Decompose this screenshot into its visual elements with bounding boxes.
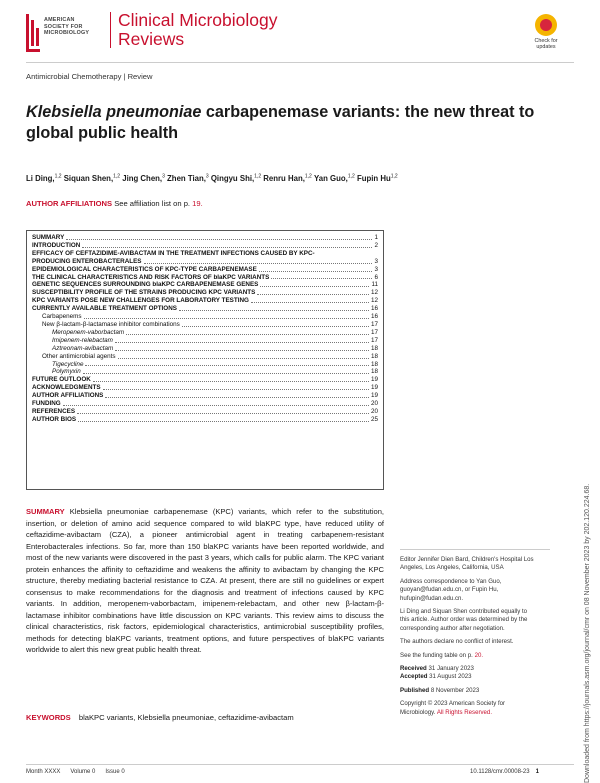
toc-item[interactable] — [32, 353, 378, 361]
toc-item[interactable] — [32, 305, 378, 313]
toc-item[interactable] — [32, 368, 378, 376]
toc-item-page: 3 — [374, 265, 378, 273]
summary-label: SUMMARY — [26, 507, 65, 516]
toc-item[interactable] — [32, 408, 378, 416]
summary-text: Klebsiella pneumoniae carbapenemase (KPC) variants, which refer to the substitution, insertion, or deletion of amino acid sequence compared to wild blaKPC type, have reduced utility of ceftazidime-avibactam (CZA), a pioneer antimicrobial agent in treating carbapenem-resistant Enterobacterales infections. So far, more than 150 blaKPC variants have been reported worldwide, and most of the new variants were discovered in the past 3 years, which calls for public alarm. The KPC variant protein enhances the affinity to ceftazidime and weakens the affinity to avibactam by changing the KPC structure, thereby mediating bacterial resistance to CZA. At present, there are still no guidelines or expert consensus to make recommendations for the diagnosis and treatment of infections caused by KPC variants. In addition, meropenem-vaborbactam, imipenem-relebactam, and other new β-lactam-β-lactamase inhibitor combinations have little discussion on KPC variants. This review aims to discuss the clinical characteristics, risk factors, epidemiological characteristics, antimicrobial susceptibility profiles, methods for detecting blaKPC variants, treatment options, and future perspectives of blaKPC variants worldwide to alert this new great public health threat. — [26, 507, 384, 654]
toc-leader — [83, 373, 369, 374]
toc-leader — [251, 302, 369, 303]
toc-item-page: 17 — [370, 336, 378, 344]
abstract — [26, 506, 384, 656]
toc-item-title: CURRENTLY AVAILABLE TREATMENT OPTIONS — [32, 305, 177, 313]
toc-item-page: 19 — [370, 392, 378, 400]
toc-leader — [257, 294, 369, 295]
published-date: Published 8 November 2023 — [400, 686, 480, 694]
toc-item[interactable] — [32, 345, 378, 353]
toc-item[interactable] — [32, 266, 378, 274]
toc-item-title: INTRODUCTION — [32, 241, 81, 249]
affiliations-text: See affiliation list on p. — [114, 199, 191, 208]
badge-label: Check for updates — [534, 38, 558, 50]
toc-item-page: 17 — [370, 320, 378, 328]
toc-item-title: Tigecycline — [52, 360, 84, 368]
toc-item-title: REFERENCES — [32, 407, 76, 415]
affiliations-page-link[interactable]: 19. — [192, 199, 203, 208]
toc-leader — [271, 278, 372, 279]
toc-item-title: AUTHOR BIOS — [32, 415, 77, 423]
toc-leader — [63, 405, 369, 406]
toc-item-title: THE CLINICAL CHARACTERISTICS AND RISK FACTORS OF blaKPC VARIANTS — [32, 273, 270, 281]
toc-item-title: KPC VARIANTS POSE NEW CHALLENGES FOR LABORATORY TESTING — [32, 297, 249, 305]
toc-item[interactable] — [32, 281, 378, 289]
toc-leader — [260, 286, 369, 287]
toc-leader — [259, 271, 373, 272]
affiliations-label[interactable]: AUTHOR AFFILIATIONS — [26, 199, 113, 208]
toc-item-page: 25 — [370, 415, 378, 423]
toc-leader — [77, 413, 369, 414]
toc-leader — [82, 247, 372, 248]
author-list — [26, 173, 398, 183]
table-of-contents — [26, 230, 384, 490]
author[interactable]: Renru Han,$^{1,2}$ — [263, 173, 312, 183]
toc-item-page: 20 — [370, 400, 378, 408]
toc-leader — [179, 310, 369, 311]
funding-note: See the funding table on p. 20. — [400, 651, 484, 659]
rights-link[interactable]: All Rights Reserved. — [436, 708, 493, 716]
toc-item-page: 18 — [370, 360, 378, 368]
toc-item-page: 1 — [374, 234, 378, 241]
correspondence-note: Address correspondence to Yan Guo, guoyan@fudan.edu.cn, or Fupin Hu, hufupin@fudan.edu.cn. — [400, 577, 502, 602]
author[interactable]: Fupin Hu$^{1,2}$ — [356, 173, 398, 183]
toc-item[interactable] — [32, 361, 378, 369]
check-for-updates-badge[interactable] — [526, 14, 566, 50]
editor-note: Editor Jennifer Dien Bard, Children's Hospital Los Angeles, Los Angeles, California, USA — [400, 556, 534, 572]
toc-item-page: 18 — [370, 344, 378, 352]
toc-leader — [93, 381, 369, 382]
toc-item[interactable] — [32, 416, 378, 424]
toc-leader — [118, 358, 369, 359]
toc-item-title: FUNDING — [32, 400, 61, 408]
journal-name[interactable]: Clinical Microbiology Reviews — [118, 10, 278, 49]
toc-item-page: 2 — [374, 241, 378, 249]
toc-item[interactable] — [32, 337, 378, 345]
toc-item-page: 6 — [374, 273, 378, 281]
toc-item-page: 18 — [370, 368, 378, 376]
society-name: AMERICAN SOCIETY FOR MICROBIOLOGY — [44, 17, 90, 37]
toc-item[interactable] — [32, 313, 378, 321]
author[interactable]: Qingyu Shi,$^{1,2}$ — [210, 173, 262, 183]
toc-item-title: Polymyxin — [52, 368, 81, 376]
toc-item-page: 12 — [370, 297, 378, 305]
funding-page-link[interactable]: 20. — [474, 651, 484, 659]
toc-item-page: 19 — [370, 384, 378, 392]
toc-item-title: Aztreonam-avibactam — [52, 344, 114, 352]
equal-contribution-note: Li Ding and Siquan Shen contributed equally to this article. Author order was determined by the corresponding author after negotiation. — [400, 608, 528, 632]
toc-item-title: Meropenem-vaborbactam — [52, 328, 125, 336]
toc-item-title: EPIDEMIOLOGICAL CHARACTERISTICS OF KPC-TYPE CARBAPENEMASE — [32, 265, 257, 273]
article-section: Antimicrobial Chemotherapy | Review — [26, 72, 153, 81]
author[interactable]: Siquan Shen,$^{1,2}$ — [63, 173, 121, 183]
article-info-sidebar — [400, 556, 550, 722]
toc-item-page: 3 — [374, 257, 378, 265]
dates: Received 31 January 2023 Accepted 31 August 2023 — [400, 665, 474, 681]
copyright: Copyright © 2023 American Society for Microbiology. All Rights Reserved. — [400, 700, 506, 716]
author[interactable]: Zhen Tian,$^3$ — [167, 173, 209, 183]
header-rule — [26, 62, 574, 63]
toc-leader — [115, 350, 369, 351]
toc-leader — [66, 239, 372, 240]
toc-item-page: 12 — [370, 289, 378, 297]
author[interactable]: Li Ding,$^{1,2}$ — [26, 173, 62, 183]
toc-item-page: 16 — [370, 305, 378, 313]
keywords-label: KEYWORDS — [26, 713, 71, 722]
header-divider — [110, 12, 111, 48]
toc-item[interactable] — [32, 384, 378, 392]
toc-item-page: 20 — [370, 407, 378, 415]
toc-item[interactable] — [32, 329, 378, 337]
footer-rule — [26, 764, 574, 765]
toc-leader — [115, 342, 369, 343]
keywords — [26, 713, 294, 722]
toc-item-title: Other antimicrobial agents — [42, 352, 116, 360]
toc-item-page: 17 — [370, 328, 378, 336]
toc-item-title: New β-lactam-β-lactamase inhibitor combinations — [42, 320, 180, 328]
issue-info: Month XXXX Volume 0 Issue 0 — [26, 769, 125, 775]
toc-item[interactable] — [32, 250, 378, 258]
asm-logo — [26, 14, 40, 52]
toc-leader — [105, 397, 369, 398]
toc-leader — [84, 318, 369, 319]
crossmark-icon — [535, 14, 557, 36]
author-affiliations-line — [26, 199, 203, 208]
toc-item[interactable] — [32, 376, 378, 384]
toc-item-title: SUMMARY — [32, 234, 65, 241]
toc-item[interactable] — [32, 274, 378, 282]
toc-leader — [126, 334, 369, 335]
toc-leader — [144, 263, 373, 264]
toc-item[interactable] — [32, 321, 378, 329]
keywords-text: blaKPC variants, Klebsiella pneumoniae, ceftazidime-avibactam — [78, 713, 294, 722]
toc-item-title: ACKNOWLEDGMENTS — [32, 384, 101, 392]
page-number: 1 — [535, 769, 539, 775]
toc-item[interactable] — [32, 297, 378, 305]
article-title: Klebsiella pneumoniae carbapenemase variants: the new threat to global public health — [26, 103, 535, 142]
toc-leader — [78, 421, 369, 422]
toc-item[interactable] — [32, 258, 378, 266]
toc-item-title: PRODUCING ENTEROBACTERALES — [32, 257, 142, 265]
toc-leader — [85, 365, 369, 366]
doi-link[interactable]: 10.1128/cmr.00008-23 — [470, 769, 530, 775]
toc-item-title: AUTHOR AFFILIATIONS — [32, 392, 104, 400]
toc-item-page: 19 — [370, 376, 378, 384]
author[interactable]: Jing Chen,$^3$ — [122, 173, 165, 183]
toc-item-page: 16 — [370, 313, 378, 321]
toc-item-title: Carbapenems — [42, 313, 82, 321]
toc-item[interactable] — [32, 400, 378, 408]
toc-leader — [103, 389, 369, 390]
toc-item-page: 18 — [370, 352, 378, 360]
toc-item-title: GENETIC SEQUENCES SURROUNDING blaKPC CARBAPENEMASE GENES — [32, 281, 259, 289]
toc-item[interactable] — [32, 392, 378, 400]
conflict-note: The authors declare no conflict of interest. — [400, 638, 514, 646]
sidebar-rule — [400, 549, 550, 550]
toc-item-title: SUSCEPTIBILITY PROFILE OF THE STRAINS PRODUCING KPC VARIANTS — [32, 289, 256, 297]
toc-item[interactable] — [32, 289, 378, 297]
toc-leader — [182, 326, 369, 327]
toc-item[interactable] — [32, 242, 378, 250]
toc-item-title: EFFICACY OF CEFTAZIDIME-AVIBACTAM IN THE TREATMENT INFECTIONS CAUSED BY KPC- — [32, 249, 315, 257]
toc-item-title: Imipenem-relebactam — [52, 336, 113, 344]
toc-item[interactable] — [32, 234, 378, 242]
toc-item-page: 11 — [371, 281, 378, 289]
toc-item-title: FUTURE OUTLOOK — [32, 376, 91, 384]
doi-line — [470, 769, 539, 775]
author[interactable]: Yan Guo,$^{1,2}$ — [314, 173, 355, 183]
download-watermark: Downloaded from https://journals.asm.org/journal/cmr on 08 November 2023 by 202.120.224.68. — [584, 483, 591, 783]
